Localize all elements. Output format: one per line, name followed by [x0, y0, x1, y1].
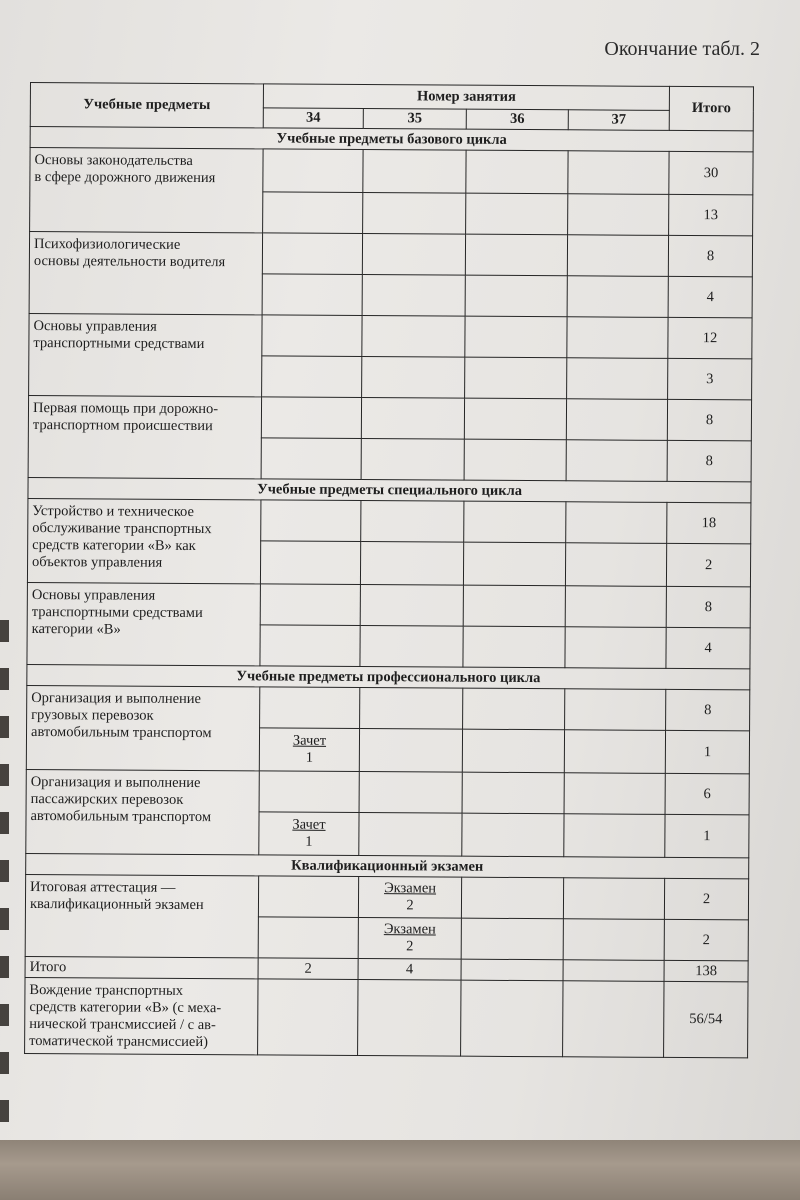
total-cell: 8: [667, 399, 751, 441]
header-lesson-36: 36: [466, 109, 568, 130]
summary-label: Итого: [25, 956, 258, 978]
desk-surface: [0, 1140, 800, 1200]
total-cell: 4: [668, 276, 752, 318]
subject-name: Основы законодательства в сфере дорожного движения: [30, 148, 264, 233]
exam-label: Экзамен: [383, 921, 436, 938]
total-cell: 2: [666, 543, 750, 587]
table-continuation-note: Окончание табл. 2: [604, 38, 760, 60]
curriculum-table: [24, 82, 754, 1058]
summary-35: 4: [358, 959, 461, 981]
section-title: Учебные предметы базового цикла: [30, 127, 753, 152]
header-lesson-34: 34: [263, 108, 363, 129]
subject-name: Первая помощь при дорожно- транспортном происшествии: [28, 395, 261, 478]
assessment-cell: [259, 728, 359, 772]
header-lesson-37: 37: [568, 110, 669, 131]
assessment-cell: [259, 812, 359, 856]
section-title: Учебные предметы специального цикла: [28, 477, 751, 502]
subject-name: Устройство и техническое обслуживание транспортных средств категории «B» как объектов управления: [27, 498, 261, 583]
total-cell: 2: [664, 919, 748, 961]
assessment-label: Зачет: [292, 732, 327, 749]
total-cell: 1: [665, 730, 749, 774]
total-cell: 30: [669, 151, 753, 195]
exam-value: 2: [406, 938, 414, 955]
total-cell: 3: [668, 358, 752, 400]
total-cell: 6: [665, 773, 749, 815]
total-cell: 12: [668, 317, 752, 359]
total-cell: 8: [668, 235, 752, 277]
assessment-value: 1: [305, 749, 314, 766]
section-title: Квалификационный экзамен: [26, 853, 749, 878]
subject-name: Основы управления транспортными средствами: [29, 313, 262, 396]
total-cell: 18: [667, 502, 751, 544]
subject-name: Психофизиологические основы деятельности водителя: [29, 232, 262, 315]
total-cell: 8: [666, 689, 750, 731]
subject-name: Итоговая аттестация — квалификационный экзамен: [25, 874, 258, 957]
exam-value: 2: [406, 897, 414, 914]
total-cell: 1: [665, 814, 749, 858]
section-title: Учебные предметы профессионального цикла: [27, 664, 750, 689]
subject-name: Основы управления транспортными средствами категории «B»: [27, 582, 260, 665]
subject-name: Организация и выполнение пассажирских перевозок автомобильным транспортом: [26, 769, 260, 854]
header-lesson-number: Номер занятия: [263, 84, 669, 110]
driving-label: Вождение транспортных средств категории «B» (с меха- нической трансмиссией / с ав- томатической трансмиссией): [25, 977, 258, 1054]
header-total: Итого: [669, 86, 753, 131]
subject-name: Организация и выполнение грузовых перевозок автомобильным транспортом: [26, 685, 260, 770]
total-cell: 4: [666, 627, 750, 669]
exam-cell: [358, 877, 461, 919]
exam-cell: [358, 918, 461, 960]
total-cell: 2: [664, 878, 748, 920]
summary-total: 138: [664, 960, 748, 982]
assessment-value: 1: [305, 833, 313, 850]
header-subjects: Учебные предметы: [30, 83, 263, 128]
exam-label: Экзамен: [384, 880, 437, 897]
total-cell: 13: [669, 194, 753, 236]
summary-34: 2: [258, 958, 358, 980]
spiral-binding: [0, 620, 9, 1140]
header-lesson-35: 35: [363, 109, 466, 130]
driving-total: 56/54: [664, 981, 748, 1058]
assessment-label: Зачет: [292, 816, 326, 833]
total-cell: 8: [666, 586, 750, 628]
total-cell: 8: [667, 440, 751, 482]
